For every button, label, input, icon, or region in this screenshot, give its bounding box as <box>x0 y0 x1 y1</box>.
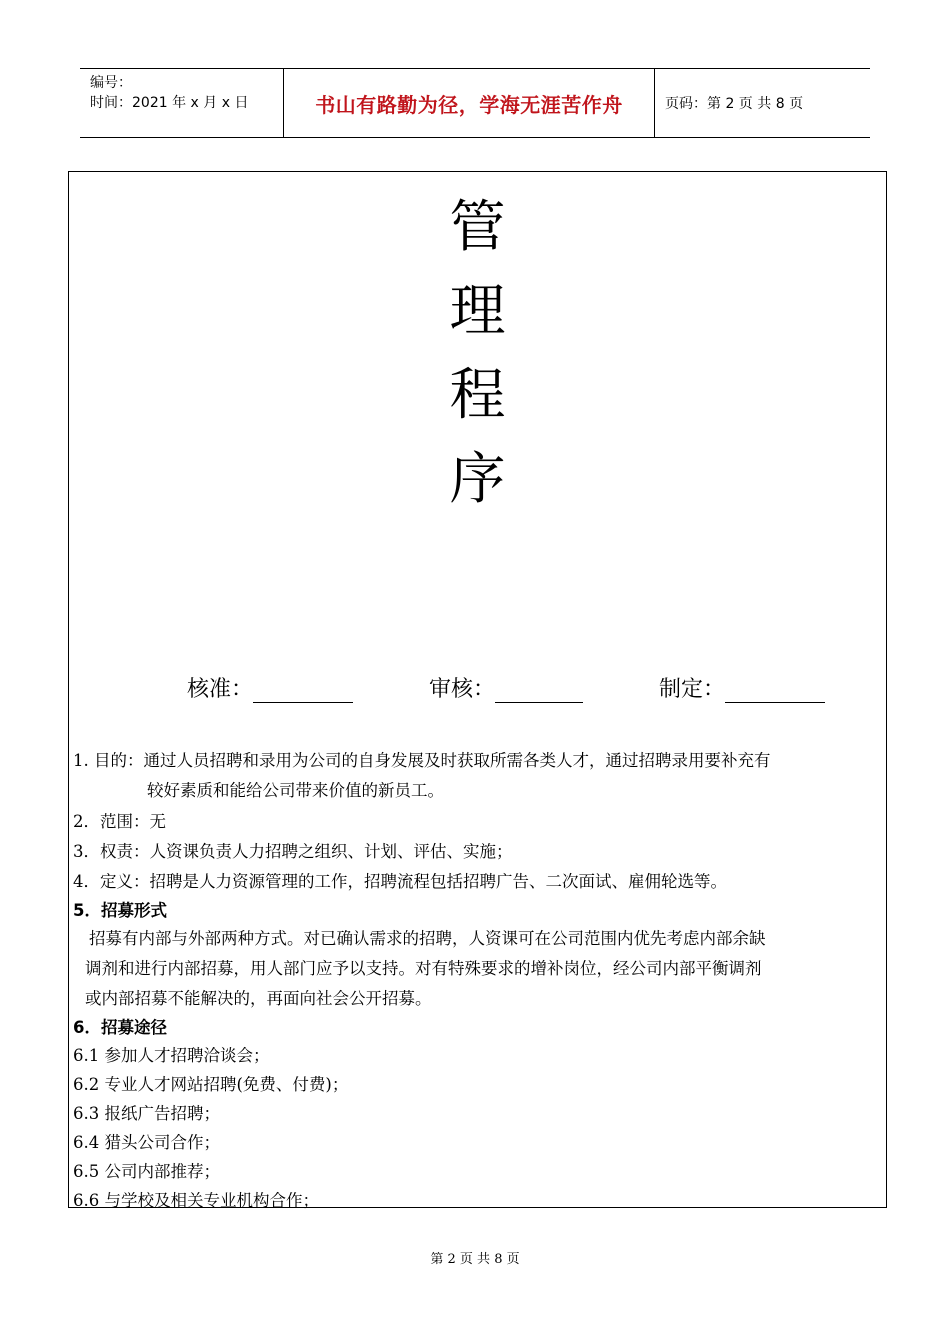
header-meta <box>80 69 283 137</box>
approve-line <box>253 680 353 703</box>
page-title <box>69 186 886 522</box>
form-paragraph-line: 或内部招募不能解决的，再面向社会公开招募。 <box>85 989 432 1008</box>
channel-item: 6.1 参加人才招聘洽谈会； <box>73 1046 270 1065</box>
channel-item: 6.6 与学校及相关专业机构合作； <box>73 1191 319 1210</box>
review-line <box>495 680 583 703</box>
draft-field <box>659 672 825 703</box>
channel-item: 6.4 猎头公司合作； <box>73 1133 220 1152</box>
form-paragraph-line: 招募有内部与外部两种方式。对已确认需求的招聘，人资课可在公司范围内优先考虑内部余缺 <box>89 929 766 948</box>
title-char: 序 <box>449 447 506 512</box>
title-char: 程 <box>449 363 506 428</box>
form-heading: 5．招募形式 <box>73 901 167 920</box>
approve-label: 核准： <box>187 677 254 702</box>
draft-line <box>725 680 825 703</box>
channel-item: 6.3 报纸广告招聘； <box>73 1104 220 1123</box>
draft-label: 制定： <box>659 677 726 702</box>
scope-line: 2．范围：无 <box>73 812 166 831</box>
purpose-line: 1. 目的：通过人员招聘和录用为公司的自身发展及时获取所需各类人才，通过招聘录用要补充有 <box>73 751 771 770</box>
responsibility-line: 3．权责：人资课负责人力招聘之组织、计划、评估、实施； <box>73 842 513 861</box>
number-label: 编号： <box>90 75 132 91</box>
channel-heading: 6．招募途径 <box>73 1018 167 1037</box>
title-char: 理 <box>449 279 506 344</box>
definition-line: 4．定义：招聘是人力资源管理的工作，招聘流程包括招聘广告、二次面试、雇佣轮选等。 <box>73 872 727 891</box>
channel-item: 6.2 专业人才网站招聘(免费、付费)； <box>73 1075 349 1094</box>
document-header <box>80 68 870 138</box>
form-paragraph-line: 调剂和进行内部招募，用人部门应予以支持。对有特殊要求的增补岗位，经公司内部平衡调剂 <box>85 959 762 978</box>
page-footer: 第 2 页 共 8 页 <box>430 1252 520 1267</box>
review-label: 审核： <box>429 677 496 702</box>
channel-item: 6.5 公司内部推荐； <box>73 1162 220 1181</box>
review-field <box>429 672 583 703</box>
time-label: 时间：2021 年 x 月 x 日 <box>90 95 249 111</box>
approve-field <box>187 672 353 703</box>
title-char: 管 <box>449 195 506 260</box>
document-body <box>68 171 887 1208</box>
header-page-info: 页码：第 2 页 共 8 页 <box>665 96 804 112</box>
purpose-line: 较好素质和能给公司带来价值的新员工。 <box>147 781 444 800</box>
header-motto: 书山有路勤为径，学海无涯苦作舟 <box>283 69 655 137</box>
